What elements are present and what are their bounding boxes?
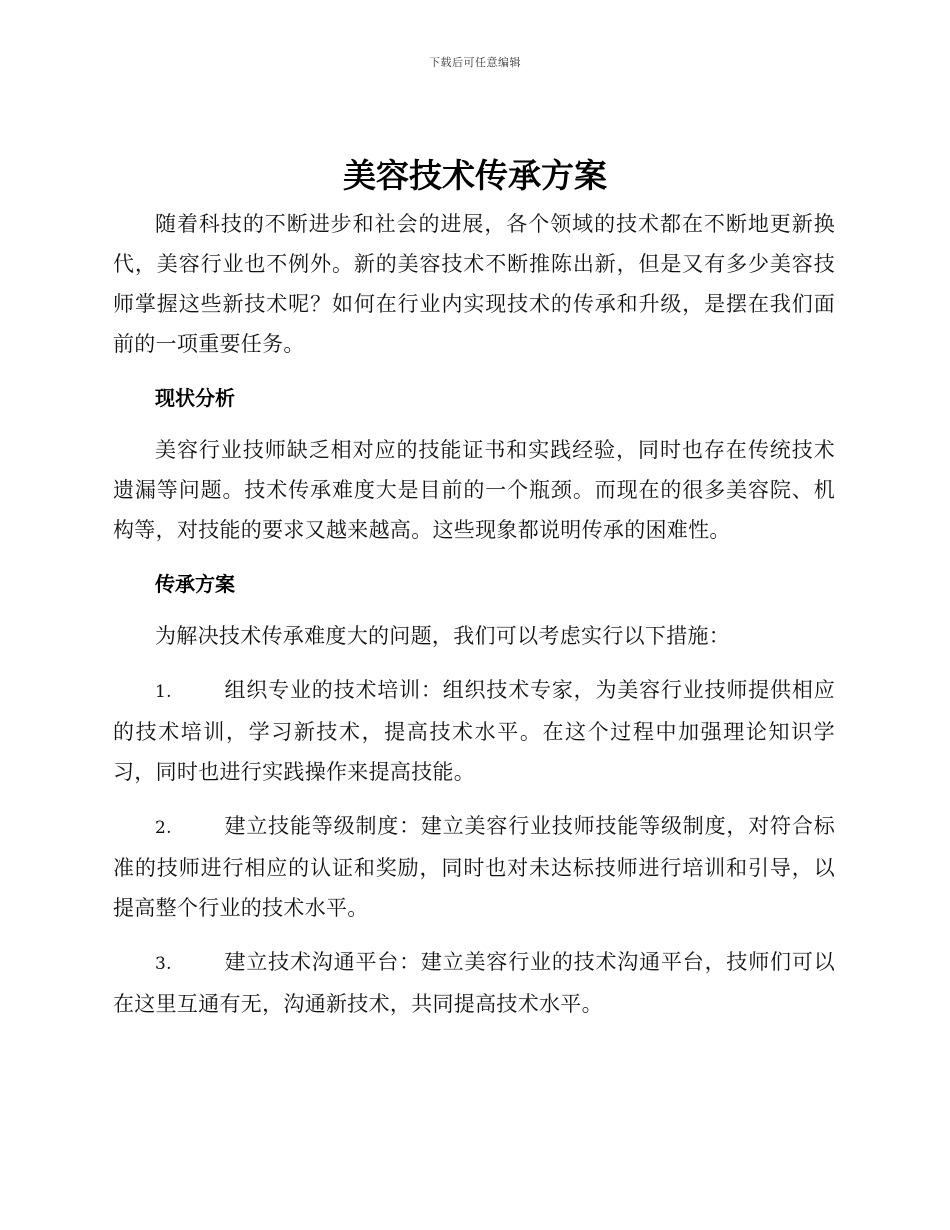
spacer (113, 604, 835, 616)
spacer (113, 418, 835, 430)
spacer (113, 928, 835, 942)
spacer (113, 550, 835, 564)
measure-text: 建立技能等级制度：建立美容行业技师技能等级制度，对符合标准的技师进行相应的认证和奖励，同时也对未达标技师进行培训和引导，以提高整个行业的技术水平。 (113, 814, 835, 920)
spacer (113, 364, 835, 378)
measure-text: 组织专业的技术培训：组织技术专家，为美容行业技师提供相应的技术培训，学习新技术，提高技术水平。在这个过程中加强理论知识学习，同时也进行实践操作来提高技能。 (113, 678, 835, 784)
spacer (113, 792, 835, 806)
measure-number: 3. (155, 954, 172, 974)
measure-number: 2. (155, 818, 172, 838)
document-title: 美容技术传承方案 (343, 156, 607, 195)
document-body (113, 204, 835, 1024)
section-body-status: 美容行业技师缺乏相对应的技能证书和实践经验，同时也存在传统技术遗漏等问题。技术传承难度大是目前的一个瓶颈。而现在的很多美容院、机构等，对技能的要求又越来越高。这些现象都说明传承的困难性。 (113, 438, 835, 542)
measure-item-3 (113, 942, 835, 1024)
measure-number: 1. (155, 682, 172, 702)
measure-text: 建立技术沟通平台：建立美容行业的技术沟通平台，技师们可以在这里互通有无，沟通新技术，共同提高技术水平。 (113, 950, 835, 1016)
spacer (113, 656, 835, 670)
section-body-plan: 为解决技术传承难度大的问题，我们可以考虑实行以下措施： (155, 624, 731, 648)
intro-paragraph: 随着科技的不断进步和社会的进展，各个领域的技术都在不断地更新换代，美容行业也不例外。新的美容技术不断推陈出新，但是又有多少美容技师掌握这些新技术呢？如何在行业内实现技术的传承和升级，是摆在我们面前的一项重要任务。 (113, 212, 835, 356)
measure-item-2 (113, 806, 835, 928)
header-note: 下载后可任意编辑 (429, 56, 521, 69)
measure-item-1 (113, 670, 835, 792)
section-heading-plan: 传承方案 (155, 572, 235, 596)
section-heading-status: 现状分析 (155, 386, 235, 410)
